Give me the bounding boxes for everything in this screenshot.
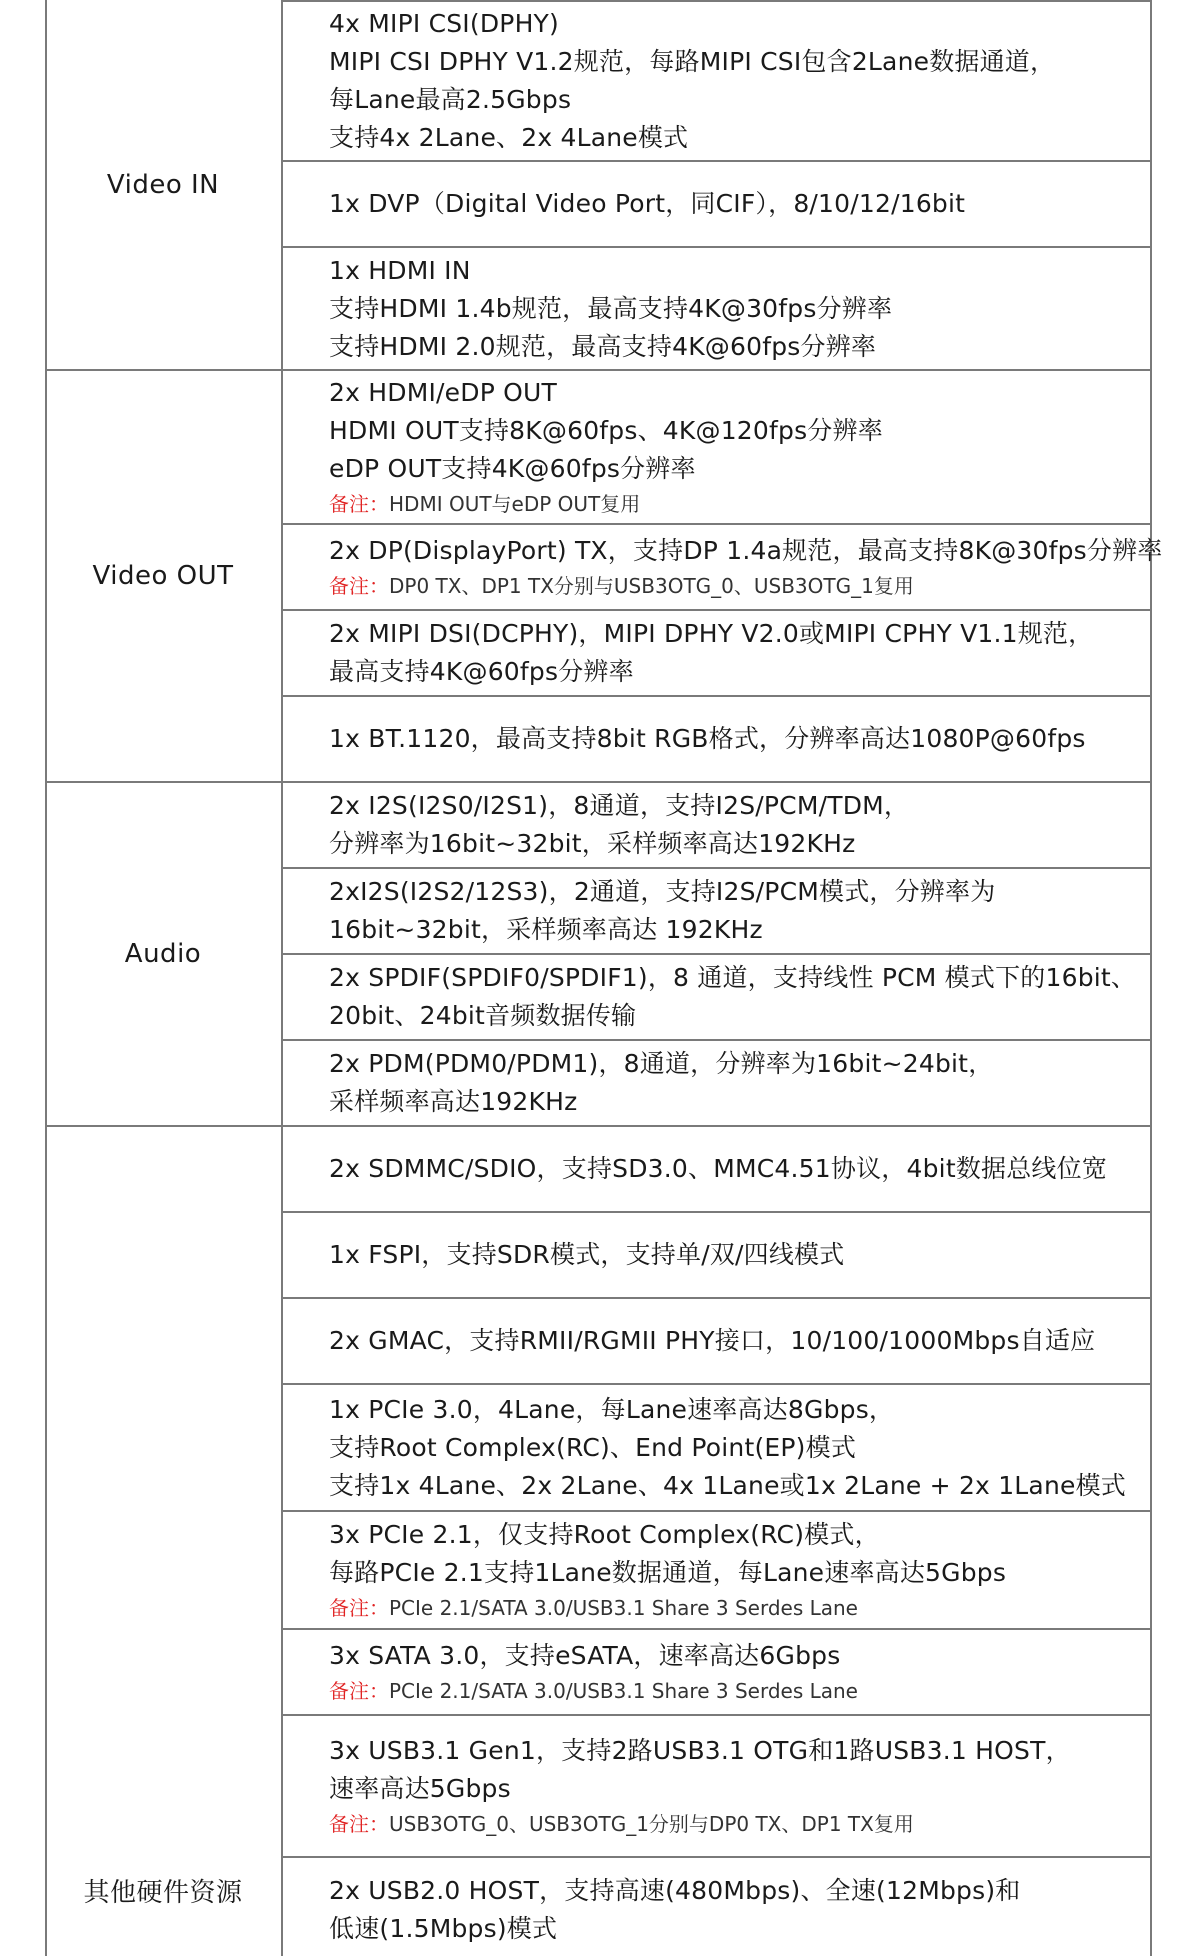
spec-line: 1x DVP（Digital Video Port，同CIF），8/10/12/16bit xyxy=(329,189,966,218)
spec-note xyxy=(329,1808,1148,1840)
spec-row xyxy=(281,783,1152,869)
spec-line: 支持Root Complex(RC)、End Point(EP)模式 xyxy=(329,1432,857,1462)
spec-row xyxy=(281,248,1152,371)
spec-note xyxy=(329,1592,1148,1624)
spec-line: 1x BT.1120，最高支持8bit RGB格式，分辨率高达1080P@60fps xyxy=(329,724,1086,753)
note-label: 备注： xyxy=(329,1812,389,1836)
spec-line: 最高支持4K@60fps分辨率 xyxy=(329,657,634,686)
note-text: PCIe 2.1/SATA 3.0/USB3.1 Share 3 Serdes Lane xyxy=(389,1679,858,1703)
note-text: PCIe 2.1/SATA 3.0/USB3.1 Share 3 Serdes Lane xyxy=(389,1596,858,1620)
spec-row xyxy=(281,162,1152,248)
spec-row xyxy=(281,1299,1152,1385)
spec-row xyxy=(281,869,1152,955)
spec-line: 1x PCIe 3.0，4Lane，每Lane速率高达8Gbps， xyxy=(329,1394,895,1424)
category-cell: 其他硬件资源 xyxy=(83,1878,243,1908)
spec-row xyxy=(281,371,1152,525)
spec-line: 支持4x 2Lane、2x 4Lane模式 xyxy=(329,123,689,152)
spec-note xyxy=(329,570,1148,602)
spec-line: 支持1x 4Lane、2x 2Lane、4x 1Lane或1x 2Lane + 2x 1Lane模式 xyxy=(329,1470,1126,1500)
note-label: 备注： xyxy=(329,574,389,598)
category-cell: Video IN xyxy=(45,0,281,371)
spec-row xyxy=(281,1512,1152,1630)
spec-line: 每Lane最高2.5Gbps xyxy=(329,85,572,114)
spec-row xyxy=(281,1127,1152,1213)
spec-line: 分辨率为16bit~32bit，采样频率高达192KHz xyxy=(329,829,856,858)
spec-row xyxy=(281,1213,1152,1299)
spec-line: MIPI CSI DPHY V1.2规范，每路MIPI CSI包含2Lane数据通道， xyxy=(329,47,1056,76)
note-text: DP0 TX、DP1 TX分别与USB3OTG_0、USB3OTG_1复用 xyxy=(389,574,914,598)
note-label: 备注： xyxy=(329,1679,389,1703)
spec-line: 2x MIPI DSI(DCPHY)，MIPI DPHY V2.0或MIPI CPHY V1.1规范， xyxy=(329,619,1094,648)
spec-row xyxy=(281,1041,1152,1127)
spec-line: 2xI2S(I2S2/12S3)，2通道，支持I2S/PCM模式，分辨率为 xyxy=(329,877,996,906)
spec-line: HDMI OUT支持8K@60fps、4K@120fps分辨率 xyxy=(329,416,883,445)
spec-line: 3x PCIe 2.1，仅支持Root Complex(RC)模式， xyxy=(329,1520,880,1549)
spec-row xyxy=(281,0,1152,162)
spec-row xyxy=(281,697,1152,783)
spec-row xyxy=(281,1630,1152,1716)
spec-line: 2x SDMMC/SDIO，支持SD3.0、MMC4.51协议，4bit数据总线位宽 xyxy=(329,1154,1108,1183)
spec-line: 速率高达5Gbps xyxy=(329,1774,511,1803)
spec-row xyxy=(281,611,1152,697)
spec-line: 2x DP(DisplayPort) TX，支持DP 1.4a规范，最高支持8K@30fps分辨率 xyxy=(329,536,1163,565)
spec-row xyxy=(281,955,1152,1041)
spec-line: 2x HDMI/eDP OUT xyxy=(329,378,557,407)
note-label: 备注： xyxy=(329,1596,389,1620)
spec-line: 2x PDM(PDM0/PDM1)，8通道，分辨率为16bit~24bit， xyxy=(329,1049,994,1078)
spec-line: 采样频率高达192KHz xyxy=(329,1087,578,1116)
spec-line: 3x USB3.1 Gen1，支持2路USB3.1 OTG和1路USB3.1 HOST， xyxy=(329,1736,1071,1765)
spec-line: 20bit、24bit音频数据传输 xyxy=(329,1001,637,1030)
spec-line: 3x SATA 3.0，支持eSATA，速率高达6Gbps xyxy=(329,1641,841,1670)
spec-line: 2x I2S(I2S0/I2S1)，8通道，支持I2S/PCM/TDM， xyxy=(329,791,910,820)
spec-line: 支持HDMI 2.0规范，最高支持4K@60fps分辨率 xyxy=(329,331,877,361)
note-text: USB3OTG_0、USB3OTG_1分别与DP0 TX、DP1 TX复用 xyxy=(389,1812,914,1836)
category-cell: Video OUT xyxy=(45,371,281,783)
spec-note xyxy=(329,488,1148,520)
spec-line: 4x MIPI CSI(DPHY) xyxy=(329,9,559,38)
spec-line: 2x GMAC，支持RMII/RGMII PHY接口，10/100/1000Mbps自适应 xyxy=(329,1326,1096,1355)
spec-line: eDP OUT支持4K@60fps分辨率 xyxy=(329,454,696,483)
spec-line: 2x USB2.0 HOST，支持高速(480Mbps)、全速(12Mbps)和 xyxy=(329,1876,1021,1905)
spec-row xyxy=(281,1385,1152,1512)
spec-line: 低速(1.5Mbps)模式 xyxy=(329,1914,558,1943)
spec-line: 16bit~32bit，采样频率高达 192KHz xyxy=(329,915,763,944)
spec-line: 1x HDMI IN xyxy=(329,255,471,285)
spec-line: 每路PCIe 2.1支持1Lane数据通道，每Lane速率高达5Gbps xyxy=(329,1558,1007,1587)
spec-row xyxy=(281,1716,1152,1858)
spec-line: 1x FSPI，支持SDR模式，支持单/双/四线模式 xyxy=(329,1240,845,1269)
spec-line: 支持HDMI 1.4b规范，最高支持4K@30fps分辨率 xyxy=(329,293,893,323)
note-label: 备注： xyxy=(329,492,389,516)
note-text: HDMI OUT与eDP OUT复用 xyxy=(389,492,641,516)
spec-line: 2x SPDIF(SPDIF0/SPDIF1)，8 通道，支持线性 PCM 模式下的16bit、 xyxy=(329,963,1137,992)
category-cell: Audio xyxy=(45,783,281,1127)
spec-row xyxy=(281,1858,1152,1956)
spec-row xyxy=(281,525,1163,611)
spec-note xyxy=(329,1675,1148,1707)
